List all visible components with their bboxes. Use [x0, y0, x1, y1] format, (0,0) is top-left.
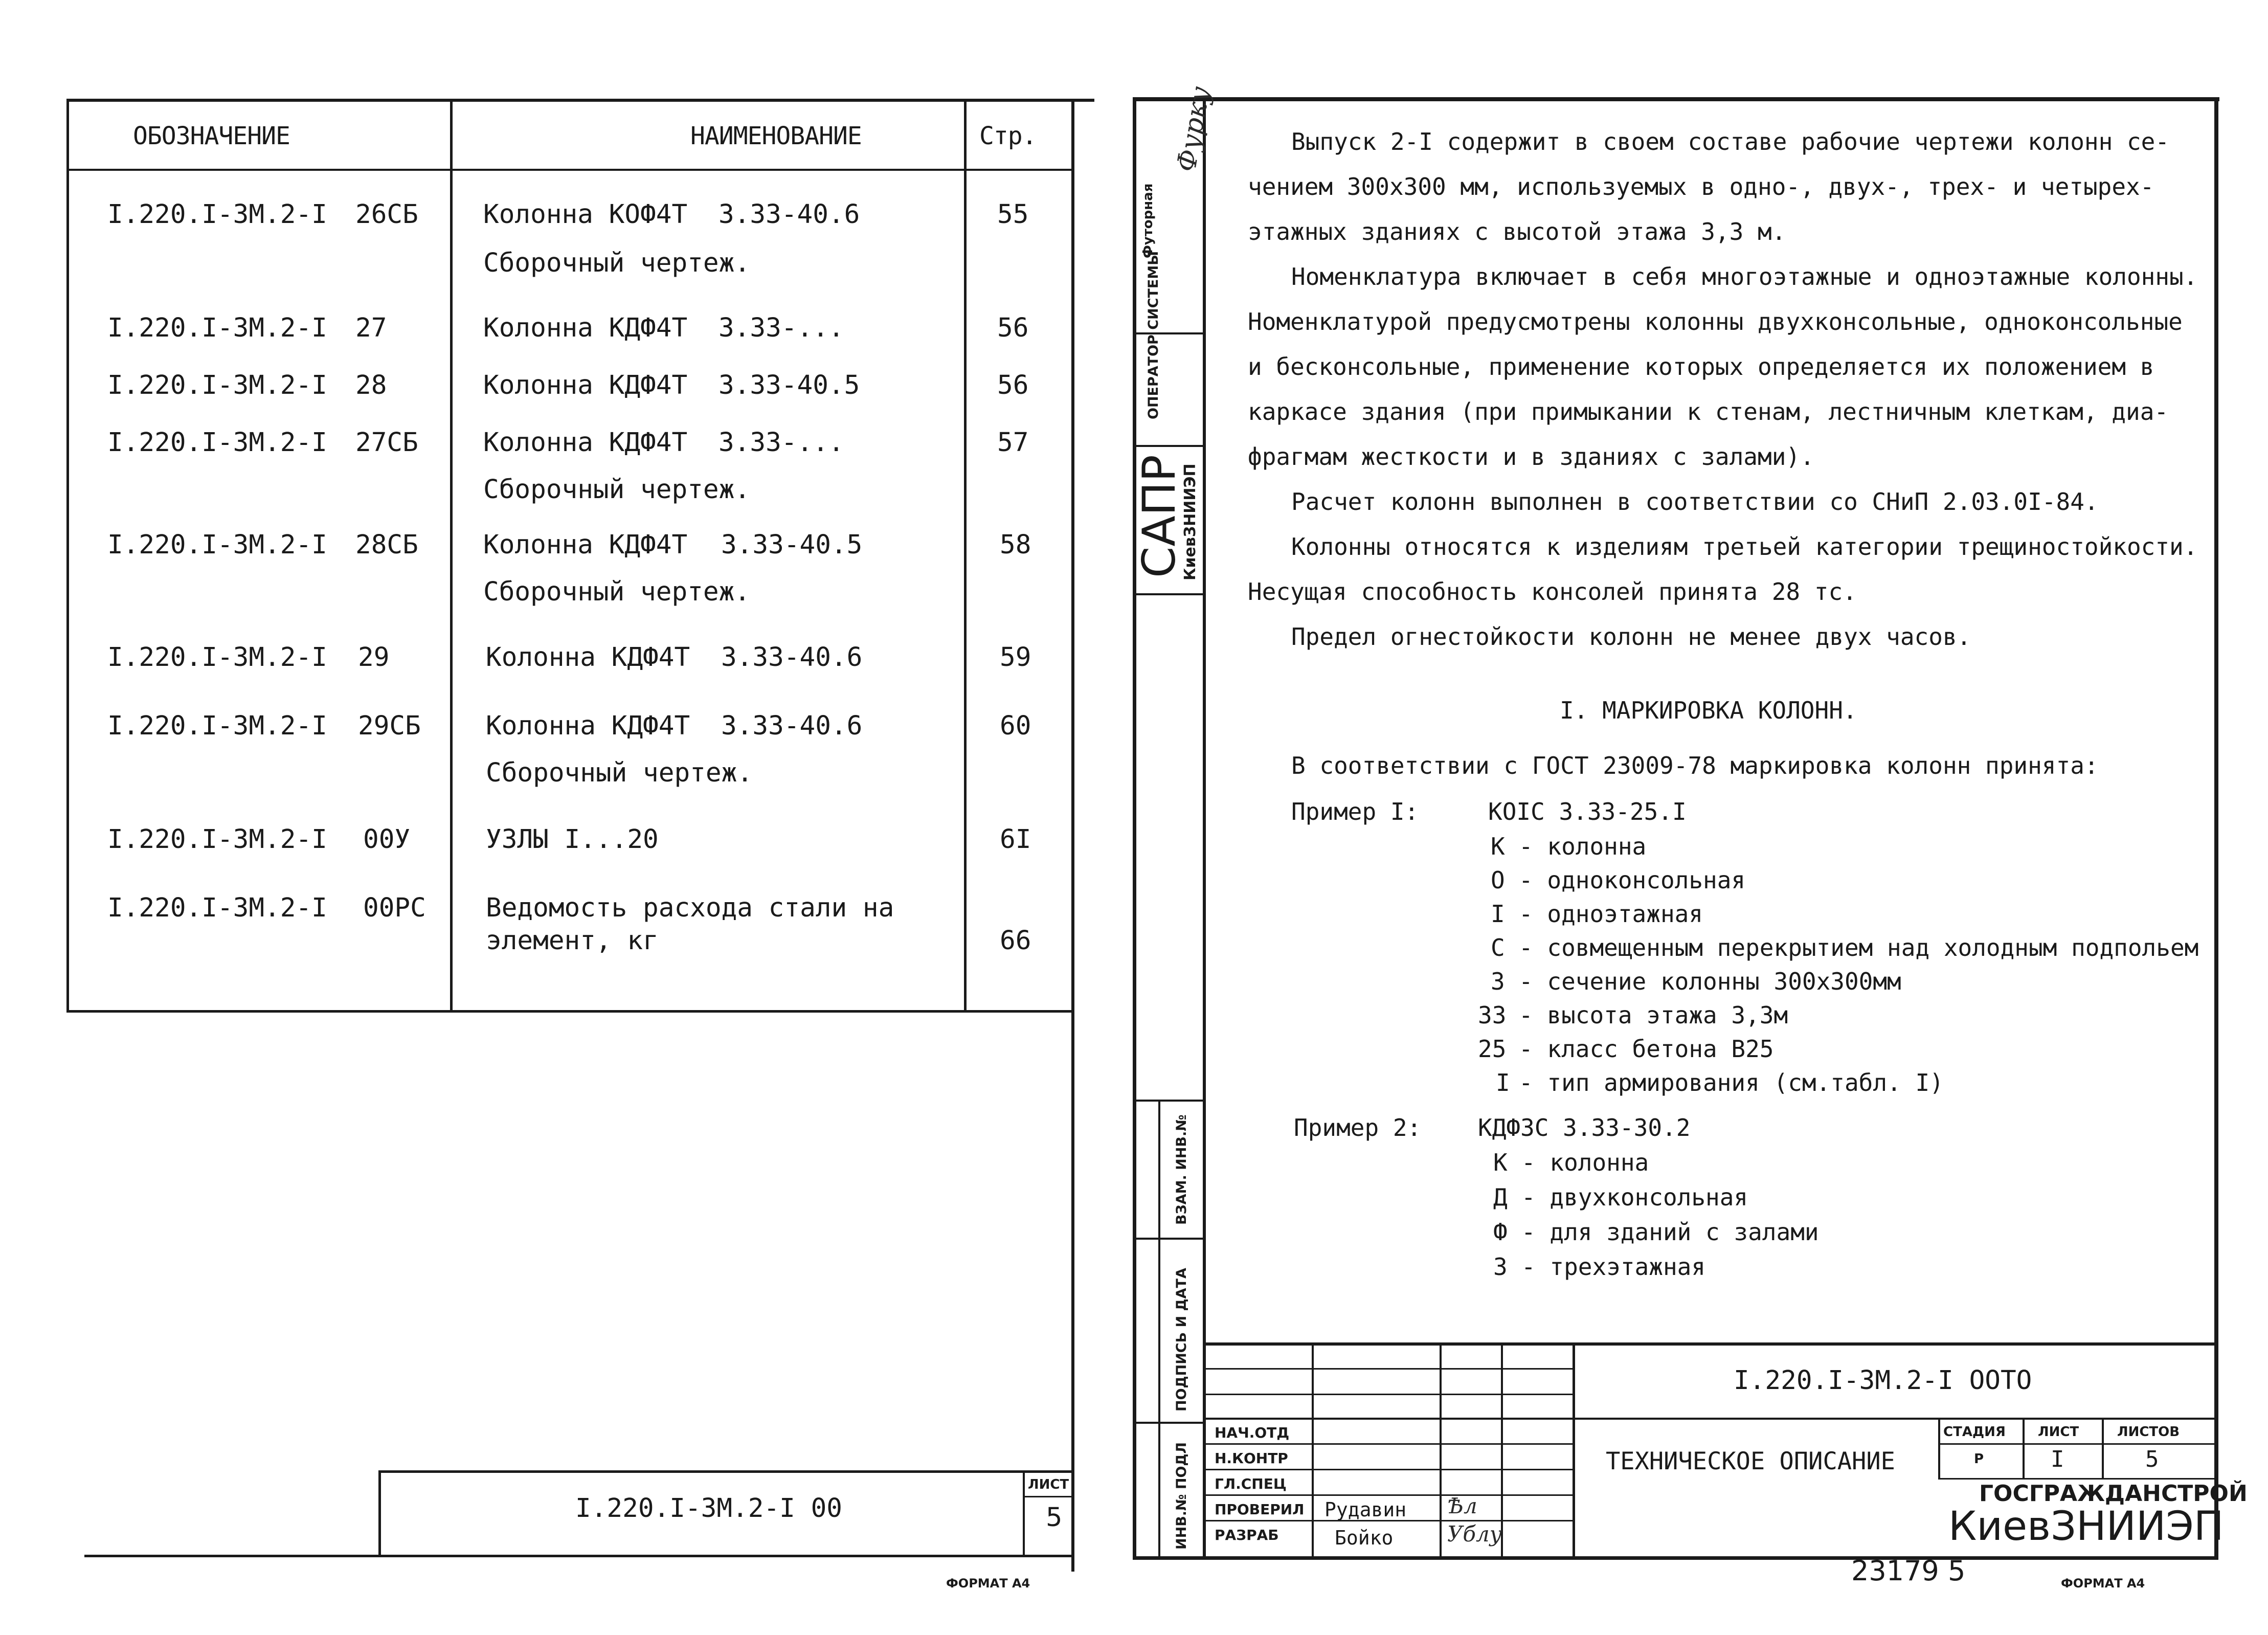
row-8-page: 6I	[1000, 824, 1031, 855]
role-nach-otd: НАЧ.ОТД	[1215, 1424, 1290, 1441]
row-3-page: 56	[997, 370, 1029, 400]
row-7-sub: Сборочный чертеж.	[486, 758, 753, 788]
para-line-10: Колонны относятся к изделиям третьей категории трещиностойкости.	[1291, 533, 2198, 561]
row-2-code: 27	[355, 313, 387, 343]
org-ministry: ГОСГРАЖДАНСТРОЙ	[1979, 1481, 2248, 1507]
row-9-page: 66	[1000, 926, 1031, 956]
stage-label: СТАДИЯ	[1943, 1424, 2006, 1440]
ex1-item-5-text: сечение колонны 300х300мм	[1547, 968, 1901, 995]
ex1-item-7-val: - класс бетона В25	[1519, 1035, 1774, 1063]
row-1-designation: I.220.I-3М.2-I	[107, 199, 327, 230]
row-4-code: 27СБ	[355, 428, 418, 458]
row-2-mark: 3.33-...	[718, 313, 844, 343]
row-6-code: 29	[358, 642, 390, 673]
row-2-name: Колонна КДФ4Т	[483, 313, 688, 343]
row-3-designation: I.220.I-3М.2-I	[107, 370, 327, 400]
ex2-item-3-key: Ф	[1493, 1218, 1508, 1246]
row-3-mark: 3.33-40.5	[718, 370, 860, 400]
row-7-page: 60	[1000, 711, 1031, 741]
section-title: I. МАРКИРОВКА КОЛОНН.	[1560, 697, 1857, 724]
row-1-name: Колонна КОФ4Т	[483, 199, 688, 230]
ex2-item-2-key: Д	[1493, 1183, 1508, 1211]
ex2-item-4-text: трехэтажная	[1550, 1253, 1706, 1281]
name-proveril: Рудавин	[1324, 1498, 1407, 1521]
row-7-designation: I.220.I-3М.2-I	[107, 711, 327, 741]
ex1-item-3-key: I	[1491, 900, 1505, 928]
ex1-item-4-key: С	[1491, 934, 1505, 961]
row-5-sub: Сборочный чертеж.	[483, 577, 750, 607]
side-signature: Фурку	[1171, 84, 1217, 174]
row-9-name: Ведомость расхода стали на	[486, 893, 894, 923]
role-razrab: РАЗРАБ	[1215, 1527, 1279, 1543]
row-9-sub: элемент, кг	[486, 926, 659, 956]
row-7-code: 29СБ	[358, 711, 421, 741]
side-label-sapr: САПР	[1133, 455, 1185, 578]
para-line-5: Номенклатурой предусмотрены колонны двухконсольные, одноконсольные	[1248, 308, 2183, 335]
ex1-item-1-text: колонна	[1547, 833, 1647, 860]
ex2-item-4-val: - трехэтажная	[1521, 1253, 1706, 1281]
ex1-item-8-text: тип армирования (см.табл. I)	[1547, 1069, 1944, 1096]
para-line-8: фрагмам жесткости и в зданиях с залами).	[1248, 443, 1814, 471]
row-4-name: Колонна КДФ4Т	[483, 428, 688, 458]
stage-value: Р	[1974, 1451, 1984, 1467]
ex2-item-4-key: 3	[1493, 1253, 1508, 1281]
ex1-item-1-key: К	[1491, 833, 1505, 860]
archive-number: 23179 5	[1851, 1555, 1966, 1587]
ex2-item-2-text: двухконсольная	[1550, 1183, 1748, 1211]
header-designation: ОБОЗНАЧЕНИЕ	[133, 122, 290, 150]
row-7-mark: 3.33-40.6	[721, 711, 863, 741]
row-4-page: 57	[997, 428, 1029, 458]
left-format: ФОРМАТ А4	[946, 1576, 1030, 1591]
left-stamp-doc: I.220.I-3М.2-I 00	[575, 1493, 842, 1524]
para-line-4: Номенклатура включает в себя многоэтажные и одноэтажные колонны.	[1291, 263, 2198, 290]
para-line-7: каркасе здания (при примыкании к стенам, лестничным клеткам, диа-	[1248, 398, 2169, 425]
ex1-item-1-val: - колонна	[1519, 833, 1647, 860]
ex1-item-5-key: 3	[1491, 968, 1505, 995]
row-5-designation: I.220.I-3М.2-I	[107, 530, 327, 560]
row-1-mark: 3.33-40.6	[718, 199, 860, 230]
side-label-operator: ОПЕРАТОР СИСТЕМЫ	[1146, 251, 1161, 419]
section-intro: В соответствии с ГОСТ 23009-78 маркировка колонн принята:	[1291, 752, 2099, 779]
ex1-item-7-text: класс бетона В25	[1547, 1035, 1774, 1063]
ex1-item-3-val: - одноэтажная	[1519, 900, 1703, 928]
row-4-mark: 3.33-...	[718, 428, 844, 458]
ex2-item-1-text: колонна	[1550, 1149, 1649, 1176]
ex1-item-8-val: - тип армирования (см.табл. I)	[1519, 1069, 1944, 1096]
para-line-3: этажных зданиях с высотой этажа 3,3 м.	[1248, 218, 1786, 245]
row-9-designation: I.220.I-3М.2-I	[107, 893, 327, 923]
ex1-item-2-text: одноконсольная	[1547, 866, 1746, 894]
ex1-item-2-key: О	[1491, 866, 1505, 894]
right-stamp-title: ТЕХНИЧЕСКОЕ ОПИСАНИЕ	[1606, 1447, 1895, 1475]
para-line-9: Расчет колонн выполнен в соответствии со СНиП 2.03.0I-84.	[1291, 488, 2099, 516]
example1-label: Пример I:	[1291, 798, 1419, 825]
ex1-item-6-key: 33	[1478, 1001, 1507, 1029]
row-1-page: 55	[997, 199, 1029, 230]
row-9-code: 00РС	[363, 893, 426, 923]
row-8-name: УЗЛЫ I...20	[486, 824, 659, 855]
ex1-item-2-val: - одноконсольная	[1519, 866, 1746, 894]
para-line-12: Предел огнестойкости колонн не менее двух часов.	[1291, 623, 1971, 651]
para-line-1: Выпуск 2-I содержит в своем составе рабочие чертежи колонн се-	[1291, 128, 2170, 155]
role-proveril: ПРОВЕРИЛ	[1215, 1501, 1305, 1518]
sheet-value: I	[2051, 1446, 2064, 1472]
role-gl-spec: ГЛ.СПЕЦ	[1215, 1475, 1287, 1492]
ex2-item-2-val: - двухконсольная	[1521, 1183, 1748, 1211]
row-1-sub: Сборочный чертеж.	[483, 248, 750, 278]
left-stamp-sheet-label: ЛИСТ	[1028, 1477, 1069, 1492]
example2-label: Пример 2:	[1294, 1114, 1422, 1141]
para-line-2: чением 300х300 мм, используемых в одно-, двух-, трех- и четырех-	[1248, 173, 2154, 200]
row-2-designation: I.220.I-3М.2-I	[107, 313, 327, 343]
example2-code: КДФ3С 3.33-30.2	[1478, 1114, 1691, 1141]
ex1-item-5-val: - сечение колонны 300х300мм	[1519, 968, 1901, 995]
row-5-page: 58	[1000, 530, 1031, 560]
side-label-inv: ИНВ.№ ПОДЛ	[1174, 1442, 1189, 1550]
signature-proveril: Ѣл	[1447, 1493, 1477, 1518]
ex2-item-1-val: - колонна	[1521, 1149, 1649, 1176]
ex1-item-7-key: 25	[1478, 1035, 1507, 1063]
ex1-item-8-key: I	[1496, 1069, 1510, 1096]
row-1-code: 26СБ	[355, 199, 418, 230]
ex2-item-3-text: для зданий с залами	[1550, 1218, 1819, 1246]
ex1-item-6-val: - высота этажа 3,3м	[1519, 1001, 1788, 1029]
row-6-mark: 3.33-40.6	[721, 642, 863, 673]
row-6-page: 59	[1000, 642, 1031, 673]
para-line-6: и бесконсольные, применение которых определяется их положением в	[1248, 353, 2154, 380]
row-5-name: Колонна КДФ4Т	[483, 530, 688, 560]
sheets-value: 5	[2145, 1446, 2159, 1472]
side-label-futornaya: Футорная	[1140, 183, 1156, 258]
right-format: ФОРМАТ А4	[2061, 1576, 2145, 1591]
row-3-name: Колонна КДФ4Т	[483, 370, 688, 400]
para-line-11: Несущая способность консолей принята 28 тс.	[1248, 578, 1857, 606]
row-5-mark: 3.33-40.5	[721, 530, 863, 560]
row-6-designation: I.220.I-3М.2-I	[107, 642, 327, 673]
row-6-name: Колонна КДФ4Т	[486, 642, 690, 673]
header-name: НАИМЕНОВАНИЕ	[690, 122, 862, 150]
row-8-designation: I.220.I-3М.2-I	[107, 824, 327, 855]
role-n-kontr: Н.КОНТР	[1215, 1450, 1288, 1467]
row-2-page: 56	[997, 313, 1029, 343]
example1-code: КОIС 3.33-25.I	[1488, 798, 1687, 825]
left-stamp-sheet: 5	[1046, 1503, 1063, 1533]
right-stamp-doc: I.220.I-3М.2-I ООТО	[1734, 1365, 2032, 1396]
side-label-kiev: КиевЗНИИЭП	[1181, 463, 1199, 580]
row-4-sub: Сборочный чертеж.	[483, 475, 750, 505]
side-label-podpis: ПОДПИСЬ И ДАТА	[1174, 1268, 1189, 1412]
sheet-label: ЛИСТ	[2038, 1424, 2079, 1440]
org-institute: КиевЗНИИЭП	[1948, 1504, 2224, 1550]
row-8-code: 00У	[363, 824, 411, 855]
ex2-item-1-key: К	[1493, 1149, 1508, 1176]
signature-razrab: Ублу	[1447, 1521, 1502, 1547]
row-5-code: 28СБ	[355, 530, 418, 560]
ex1-item-4-text: совмещенным перекрытием над холодным подпольем	[1547, 934, 2199, 961]
sheets-label: ЛИСТОВ	[2117, 1424, 2180, 1440]
row-3-code: 28	[355, 370, 387, 400]
ex1-item-3-text: одноэтажная	[1547, 900, 1703, 928]
side-label-vzam: ВЗАМ. ИНВ.№	[1174, 1114, 1189, 1225]
name-razrab: Бойко	[1335, 1527, 1394, 1549]
ex1-item-4-val: - совмещенным перекрытием над холодным подпольем	[1519, 934, 2199, 961]
header-page: Стр.	[979, 122, 1037, 150]
ex1-item-6-text: высота этажа 3,3м	[1547, 1001, 1788, 1029]
row-7-name: Колонна КДФ4Т	[486, 711, 690, 741]
ex2-item-3-val: - для зданий с залами	[1521, 1218, 1819, 1246]
row-4-designation: I.220.I-3М.2-I	[107, 428, 327, 458]
